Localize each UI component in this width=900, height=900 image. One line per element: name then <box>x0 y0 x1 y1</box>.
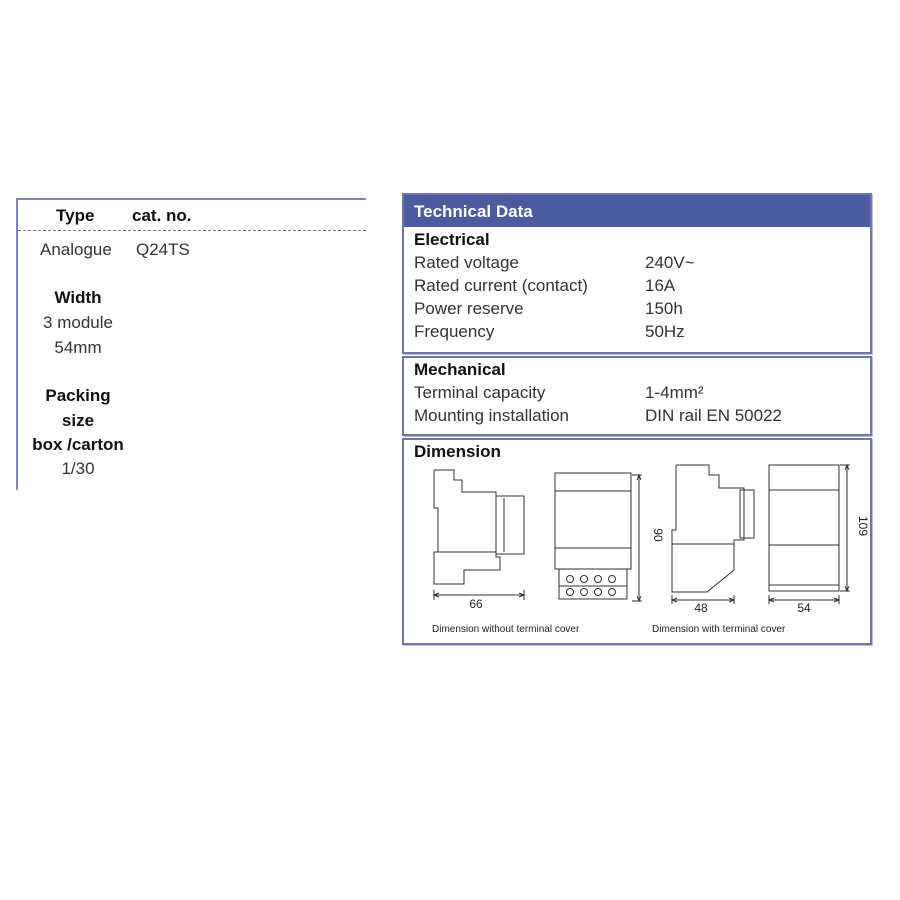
spec-row <box>414 253 864 276</box>
spec-value: 150h <box>645 299 683 318</box>
packing-title-line2: size <box>61 411 95 430</box>
packing-title-line1: Packing <box>45 386 111 405</box>
width-title: Width <box>54 288 102 307</box>
spec-value: 240V~ <box>645 253 695 272</box>
type-header: Type <box>56 206 95 225</box>
dim-48-label: 48 <box>694 601 708 615</box>
spec-label: Mounting installation <box>414 406 569 425</box>
product-info-panel <box>16 198 366 490</box>
dimension-panel <box>402 438 872 645</box>
front-view-drawing <box>555 473 631 599</box>
caption-without-cover: Dimension without terminal cover <box>432 624 580 635</box>
electrical-title: Electrical <box>414 230 490 249</box>
dim-90-label: 90 <box>651 528 665 542</box>
spec-value: DIN rail EN 50022 <box>645 406 783 425</box>
product-table-header <box>18 204 366 231</box>
spec-value: 16A <box>645 276 676 295</box>
spec-value: 50Hz <box>645 322 685 341</box>
type-value: Analogue <box>40 240 112 259</box>
width-module: 3 module <box>43 313 113 332</box>
height-dimension-90 <box>632 475 642 601</box>
dimension-title: Dimension <box>414 442 501 461</box>
caption-with-cover: Dimension with terminal cover <box>652 624 786 635</box>
spec-label: Rated current (contact) <box>414 276 588 295</box>
technical-data-panel <box>402 193 872 354</box>
spec-label: Frequency <box>414 322 495 341</box>
dim-54-label: 54 <box>797 601 811 615</box>
spec-label: Terminal capacity <box>414 383 546 402</box>
technical-data-title: Technical Data <box>404 195 870 227</box>
spec-value: 1-4mm² <box>645 383 704 402</box>
height-dimension-109 <box>840 465 850 591</box>
mechanical-title: Mechanical <box>414 360 506 379</box>
cat-no-value: Q24TS <box>136 240 190 259</box>
spec-row <box>414 276 864 299</box>
packing-title-line3: box /carton <box>32 435 124 454</box>
side-view-cover-drawing <box>672 465 754 592</box>
packing-value: 1/30 <box>61 459 95 478</box>
spec-label: Power reserve <box>414 299 524 318</box>
cat-no-header: cat. no. <box>132 206 192 225</box>
spec-row <box>414 322 864 345</box>
dim-66-label: 66 <box>469 597 483 611</box>
spec-row <box>414 299 864 322</box>
front-view-cover-drawing <box>769 465 839 591</box>
dim-109-label: 109 <box>856 515 870 537</box>
spec-row <box>414 406 864 429</box>
side-view-drawing <box>434 470 524 584</box>
dimension-drawing <box>404 440 870 643</box>
mechanical-panel <box>402 356 872 436</box>
spec-row <box>414 383 864 406</box>
spec-label: Rated voltage <box>414 253 519 272</box>
width-mm: 54mm <box>54 338 102 357</box>
